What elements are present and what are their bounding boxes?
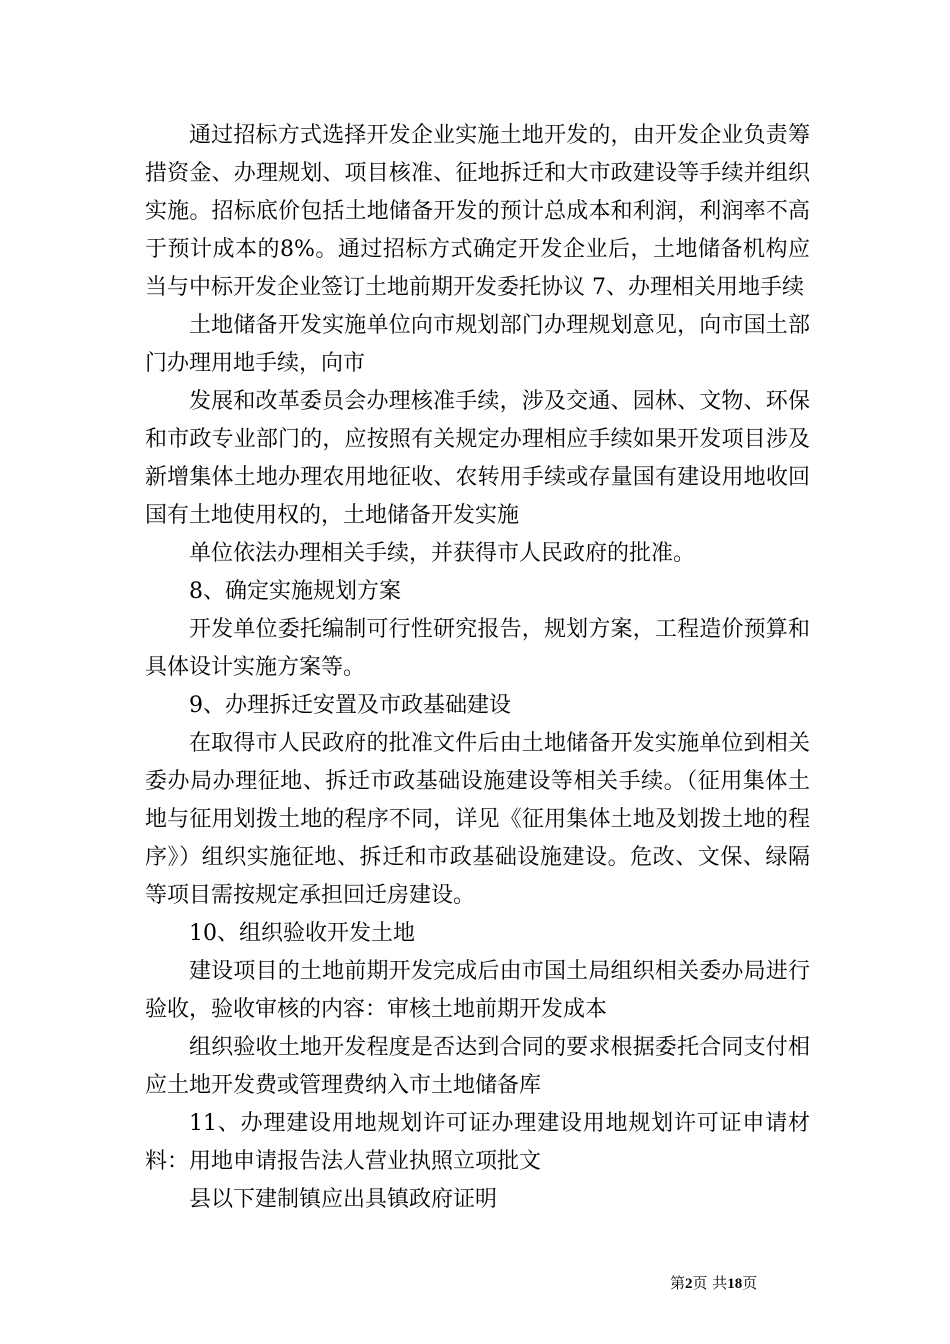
section-heading-9: 9、办理拆迁安置及市政基础建设 bbox=[189, 693, 511, 718]
footer-middle: 页 共 bbox=[692, 1274, 728, 1292]
paragraph-2: 土地储备开发实施单位向市规划部门办理规划意见，向市国土部门办理用地手续，向市 bbox=[145, 313, 810, 376]
section-heading-11: 11、办理建设用地规划许可证办理建设用地规划许可证申请材料：用地申请报告法人营业执照立项批文 bbox=[145, 1111, 810, 1174]
paragraph-1: 通过招标方式选择开发企业实施土地开发的，由开发企业负责筹措资金、办理规划、项目核准、征地拆迁和大市政建设等手续并组织实施。招标底价包括土地储备开发的预计总成本和利润，利润率不高于预计成本的8%。通过招标方式确定开发企业后，土地储备机构应当与中标开发企业签订土地前期开发委托协议 7、办理相关用地手续 bbox=[145, 123, 810, 300]
paragraph-13: 县以下建制镇应出具镇政府证明 bbox=[189, 1187, 498, 1212]
paragraph-6: 开发单位委托编制可行性研究报告，规划方案，工程造价预算和具体设计实施方案等。 bbox=[145, 617, 810, 680]
paragraph-8: 在取得市人民政府的批准文件后由土地储备开发实施单位到相关委办局办理征地、拆迁市政基础设施建设等相关手续。（征用集体土地与征用划拨土地的程序不同，详见《征用集体土地及划拨土地的程序》）组织实施征地、拆迁和市政基础设施建设。危改、文保、绿隔等项目需按规定承担回迁房建设。 bbox=[145, 731, 810, 908]
paragraph-11: 组织验收土地开发程度是否达到合同的要求根据委托合同支付相应土地开发费或管理费纳入市土地储备库 bbox=[145, 1035, 810, 1098]
total-pages-number: 18 bbox=[727, 1276, 743, 1292]
page-number-indicator bbox=[670, 1273, 757, 1294]
section-heading-8: 8、确定实施规划方案 bbox=[189, 579, 401, 604]
footer-suffix: 页 bbox=[742, 1274, 758, 1292]
footer-prefix: 第 bbox=[670, 1274, 686, 1292]
section-heading-10: 10、组织验收开发土地 bbox=[189, 921, 415, 946]
document-body bbox=[145, 117, 810, 1219]
paragraph-4: 单位依法办理相关手续，并获得市人民政府的批准。 bbox=[189, 541, 696, 566]
paragraph-3: 发展和改革委员会办理核准手续，涉及交通、园林、文物、环保和市政专业部门的，应按照有关规定办理相应手续如果开发项目涉及新增集体土地办理农用地征收、农转用手续或存量国有建设用地收回国有土地使用权的，土地储备开发实施 bbox=[145, 389, 810, 528]
current-page-number: 2 bbox=[685, 1276, 693, 1292]
paragraph-10: 建设项目的土地前期开发完成后由市国土局组织相关委办局进行验收，验收审核的内容：审核土地前期开发成本 bbox=[145, 959, 810, 1022]
